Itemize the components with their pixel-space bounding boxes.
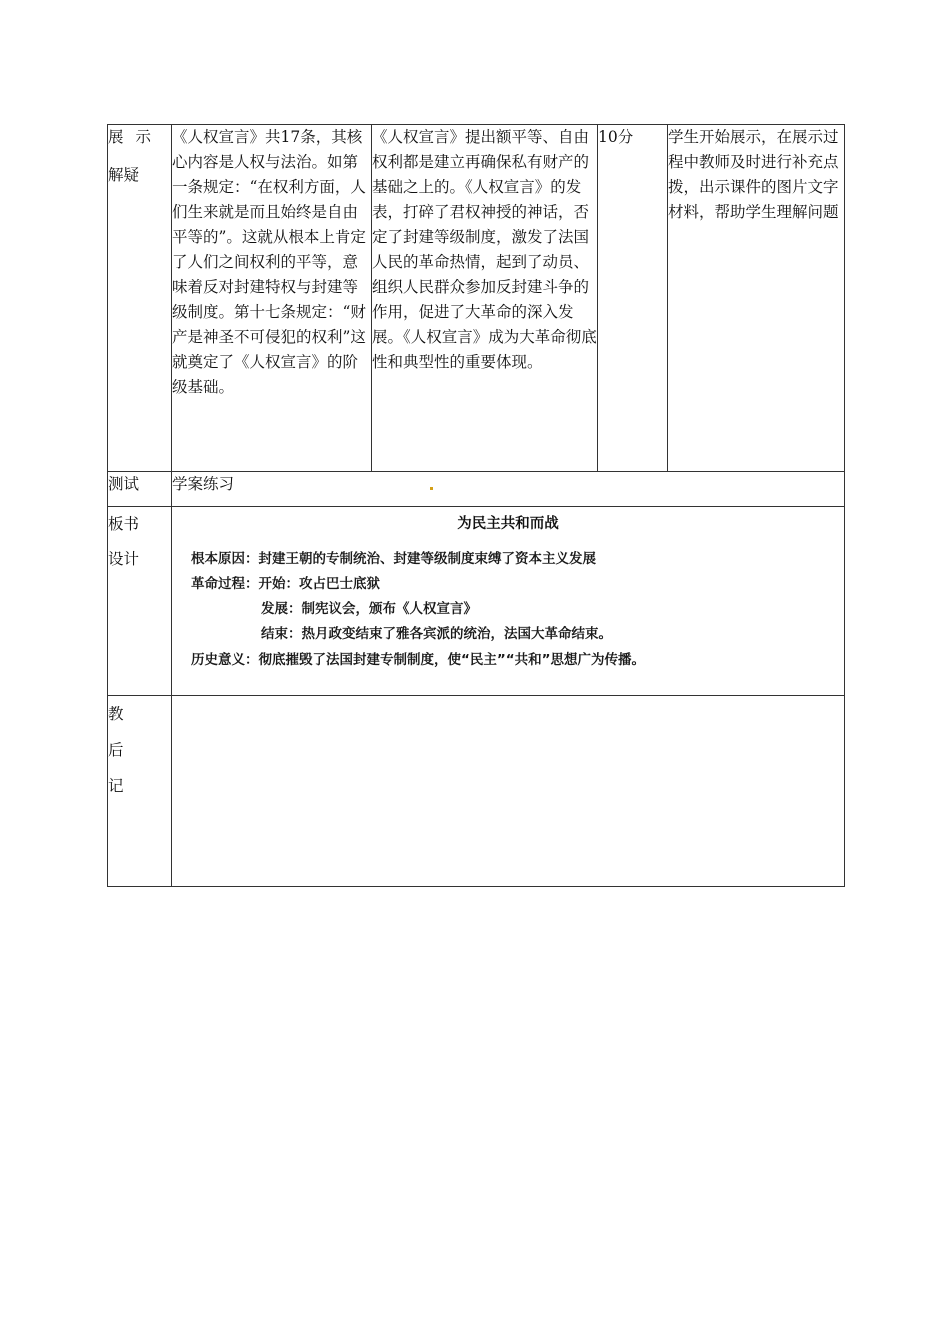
- label-show-line1: 展示: [108, 128, 164, 146]
- show-time-cell: [598, 125, 668, 472]
- show-activity-cell: [668, 125, 845, 472]
- show-content-text: 《人权宣言》共17条，其核心内容是人权与法治。如第一条规定：“在权利方面，人们生来就是而且始终是自由平等的”。这就从根本上肯定了人们之间权利的平等，意味着反对封建特权与封建等级制度。第十七条规定：“财产是神圣不可侵犯的权利”这就奠定了《人权宣言》的阶级基础。: [172, 128, 366, 396]
- test-content-cell: [172, 472, 845, 507]
- board-line-significance: 历史意义：彻底摧毁了法国封建专制制度，使“民主”“共和”思想广为传播。: [191, 652, 645, 668]
- board-title: 为民主共和而战: [457, 516, 559, 532]
- show-activity-text: 学生开始展示，在展示过程中教师及时进行补充点拨，出示课件的图片文字材料，帮助学生理解问题: [668, 128, 839, 221]
- label-reflection-char-3: 记: [108, 777, 124, 795]
- show-content-cell: [172, 125, 372, 472]
- board-design: [172, 507, 844, 695]
- mark-dot: [430, 487, 433, 490]
- label-reflection: [108, 696, 172, 887]
- board-line-cause: 根本原因：封建王朝的专制统治、封建等级制度束缚了资本主义发展: [191, 551, 596, 567]
- label-show: [108, 125, 172, 472]
- label-show-line2: 解疑: [108, 166, 140, 184]
- label-reflection-char-2: 后: [108, 741, 124, 759]
- label-test: 测试: [108, 472, 172, 507]
- show-analysis-text: 《人权宣言》提出额平等、自由权利都是建立再确保私有财产的基础之上的。《人权宣言》的发表，打碎了君权神授的神话，否定了封建等级制度，激发了法国人民的革命热情，起到了动员、组织人民群众参加反封建斗争的作用，促进了大革命的深入发展。《人权宣言》成为大革命彻底性和典型性的重要体现。: [372, 128, 597, 371]
- row-board: [108, 507, 845, 696]
- board-line-develop: 发展：制宪议会，颁布《人权宣言》: [261, 601, 477, 617]
- show-analysis-cell: [372, 125, 598, 472]
- label-reflection-char-1: 教: [108, 705, 124, 723]
- row-reflection: [108, 696, 845, 887]
- reflection-content-cell: [172, 696, 845, 887]
- board-line-process: 革命过程：开始：攻占巴士底狱: [191, 576, 380, 592]
- label-board-text: 板书设计: [108, 515, 140, 568]
- row-show: [108, 125, 845, 472]
- board-line-end: 结束：热月政变结束了雅各宾派的统治，法国大革命结束。: [261, 626, 612, 642]
- show-time-text: 10分: [598, 128, 634, 146]
- lesson-plan-table: [107, 124, 845, 887]
- board-cell: [172, 507, 845, 696]
- row-test: [108, 472, 845, 507]
- test-content-text: 学案练习: [172, 475, 235, 493]
- label-board: [108, 507, 172, 696]
